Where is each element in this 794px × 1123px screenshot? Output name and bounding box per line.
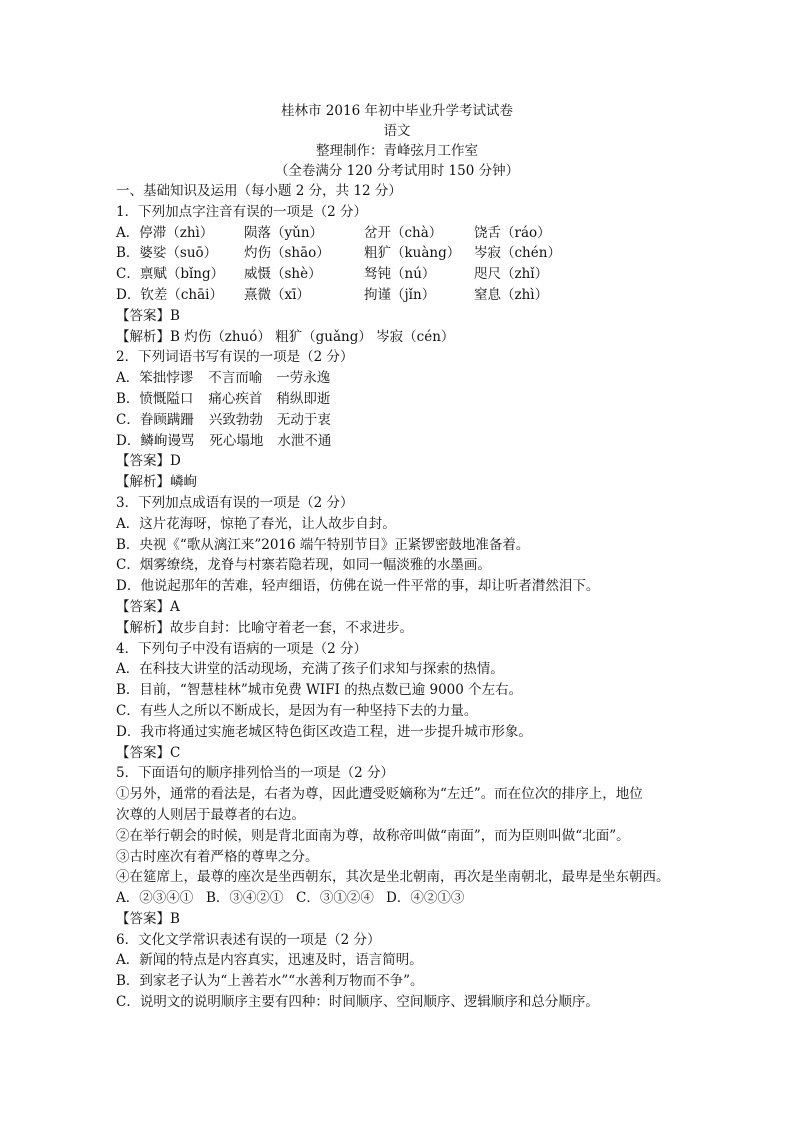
q1-b-2: 灼伤（shāo）: [244, 245, 330, 262]
q1-c-1: C．禀赋（bǐng）: [116, 266, 225, 283]
q5-answer: 【答案】B: [116, 910, 180, 927]
q2-b-3: 痛心疾首: [208, 390, 263, 407]
exam-info: （全卷满分 120 分考试用时 150 分钟）: [274, 163, 520, 179]
q1-a-3: 岔开（chà）: [364, 224, 443, 241]
q1-a-2: 陨落（yǔn）: [244, 224, 324, 241]
q1-analysis: 【解析】B 灼伤（zhuó） 粗犷（guǎng） 岑寂（cén）: [116, 328, 455, 345]
q2-option-d: [116, 431, 716, 452]
q5-sentence-4: ④在筵席上，最尊的座次是坐西朝东，其次是坐北朝南，再次是坐南朝北，最卑是坐东朝西。: [116, 869, 670, 886]
q1-c-3: 驽钝（nú）: [364, 266, 436, 283]
q2-option-a: [116, 368, 716, 389]
q3-option-d: D．他说起那年的苦难，轻声细语，仿佛在说一件平常的事，却让听者潸然泪下。: [116, 578, 600, 595]
q2-b-2: 隘口: [166, 390, 194, 407]
q4-option-a: A．在科技大讲堂的活动现场，充满了孩子们求知与探索的热情。: [116, 661, 504, 678]
q2-answer: 【答案】D: [116, 453, 181, 470]
exam-subject: 语文: [383, 123, 411, 139]
q1-b-1: B．婆娑（suō）: [116, 245, 218, 262]
q2-option-b: [116, 389, 716, 410]
q5-choice-b: B．③④②①: [206, 890, 284, 907]
q1-option-a: [116, 223, 716, 244]
q2-c-4: 无动于衷: [276, 411, 331, 428]
q1-option-b: [116, 243, 716, 264]
q2-a-4: 一劳永逸: [276, 370, 331, 387]
q3-option-a: A．这片花海呀，惊艳了春光，让人故步自封。: [116, 515, 396, 532]
q3-answer: 【答案】A: [116, 598, 180, 615]
q1-a-4: 饶舌（ráo）: [474, 224, 551, 241]
q2-b-1: B．愤慨: [116, 390, 167, 407]
q2-d-4: 水泄不通: [277, 432, 332, 449]
q5-choices: [116, 888, 716, 909]
q1-b-3: 粗犷（kuàng）: [364, 245, 461, 262]
q2-d-3: 死心塌地: [209, 432, 264, 449]
q2-b-4: 稍纵即逝: [276, 390, 331, 407]
q5-stem: 5．下面语句的顺序排列恰当的一项是（2 分）: [116, 765, 394, 782]
q6-option-b: B．到家老子认为“上善若水”“水善利万物而不争”。: [116, 973, 424, 990]
q2-a-1: A．笨拙: [116, 370, 167, 387]
q1-d-3: 拘谨（jǐn）: [364, 286, 436, 303]
q6-stem: 6．文化文学常识表述有误的一项是（2 分）: [116, 931, 381, 948]
q1-d-4: 窒息（zhì）: [474, 286, 549, 303]
q2-d-2: 谩骂: [167, 432, 195, 449]
q1-stem: 1．下列加点字注音有误的一项是（2 分）: [116, 203, 367, 220]
q5-sentence-3: ③古时座次有着严格的尊卑之分。: [116, 848, 319, 865]
q2-c-2: 蹒跚: [166, 411, 194, 428]
q2-option-c: [116, 410, 716, 431]
q1-option-d: [116, 285, 716, 306]
q5-sentence-1b: 次尊的人则居于最尊者的右边。: [116, 806, 305, 823]
exam-producer: 整理制作：青峰弦月工作室: [316, 143, 478, 159]
q2-c-1: C．眷顾: [116, 411, 167, 428]
q5-sentence-2: ②在举行朝会的时候，则是背北面南为尊，故称帝叫做“南面”，而为臣则叫做“北面”。: [116, 827, 630, 844]
q4-answer: 【答案】C: [116, 744, 181, 761]
q4-option-c: C．有些人之所以不断成长，是因为有一种坚持下去的力量。: [116, 702, 478, 719]
q5-choice-a: A．②③④①: [116, 890, 194, 907]
q5-choice-c: C．③①②④: [296, 890, 374, 907]
q1-a-1: A．停滞（zhì）: [116, 224, 214, 241]
q1-answer: 【答案】B: [116, 307, 180, 324]
exam-title: 桂林市 2016 年初中毕业升学考试试卷: [281, 103, 513, 119]
q1-d-2: 熹微（xī）: [244, 286, 310, 303]
exam-header: [0, 101, 794, 181]
exam-content: [116, 181, 716, 1013]
q1-option-c: [116, 264, 716, 285]
q2-a-2: 悖谬: [166, 370, 194, 387]
q4-option-d: D．我市将通过实施老城区特色街区改造工程，进一步提升城市形象。: [116, 723, 532, 740]
q2-d-1: D．鳞峋: [116, 432, 168, 449]
q4-option-b: B．目前，“智慧桂林”城市免费 WIFI 的热点数已逾 9000 个左右。: [116, 682, 523, 699]
q4-stem: 4．下列句子中没有语病的一项是（2 分）: [116, 640, 367, 657]
q3-option-b: B．央视《“歌从漓江来”2016 端午特别节目》正紧锣密鼓地准备着。: [116, 536, 530, 553]
q2-a-3: 不言而喻: [208, 370, 263, 387]
q3-analysis: 【解析】故步自封：比喻守着老一套，不求进步。: [116, 619, 413, 636]
q1-d-1: D．钦差（chāi）: [116, 286, 223, 303]
q2-analysis: 【解析】嶙峋: [116, 474, 197, 491]
q3-stem: 3．下列加点成语有误的一项是（2 分）: [116, 494, 354, 511]
q5-sentence-1a: ①另外，通常的看法是，右者为尊，因此遭受贬嫡称为“左迁”。而在位次的排序上，地位: [116, 786, 643, 803]
q3-option-c: C．烟雾缭绕，龙脊与村寨若隐若现，如同一幅淡雅的水墨画。: [116, 557, 491, 574]
q5-choice-d: D．④②①③: [386, 890, 465, 907]
q2-stem: 2．下列词语书写有误的一项是（2 分）: [116, 349, 354, 366]
q6-option-a: A．新闻的特点是内容真实，迅速及时，语言简明。: [116, 952, 423, 969]
q2-c-3: 兴致勃勃: [208, 411, 263, 428]
q1-b-4: 岑寂（chén）: [474, 245, 561, 262]
q6-option-c: C．说明文的说明顺序主要有四种：时间顺序、空间顺序、逻辑顺序和总分顺序。: [116, 994, 599, 1011]
section-title: 一、基础知识及运用（每小题 2 分，共 12 分）: [116, 183, 402, 199]
q1-c-2: 威慑（shè）: [244, 266, 322, 283]
q1-c-4: 咫尺（zhǐ）: [474, 266, 549, 283]
